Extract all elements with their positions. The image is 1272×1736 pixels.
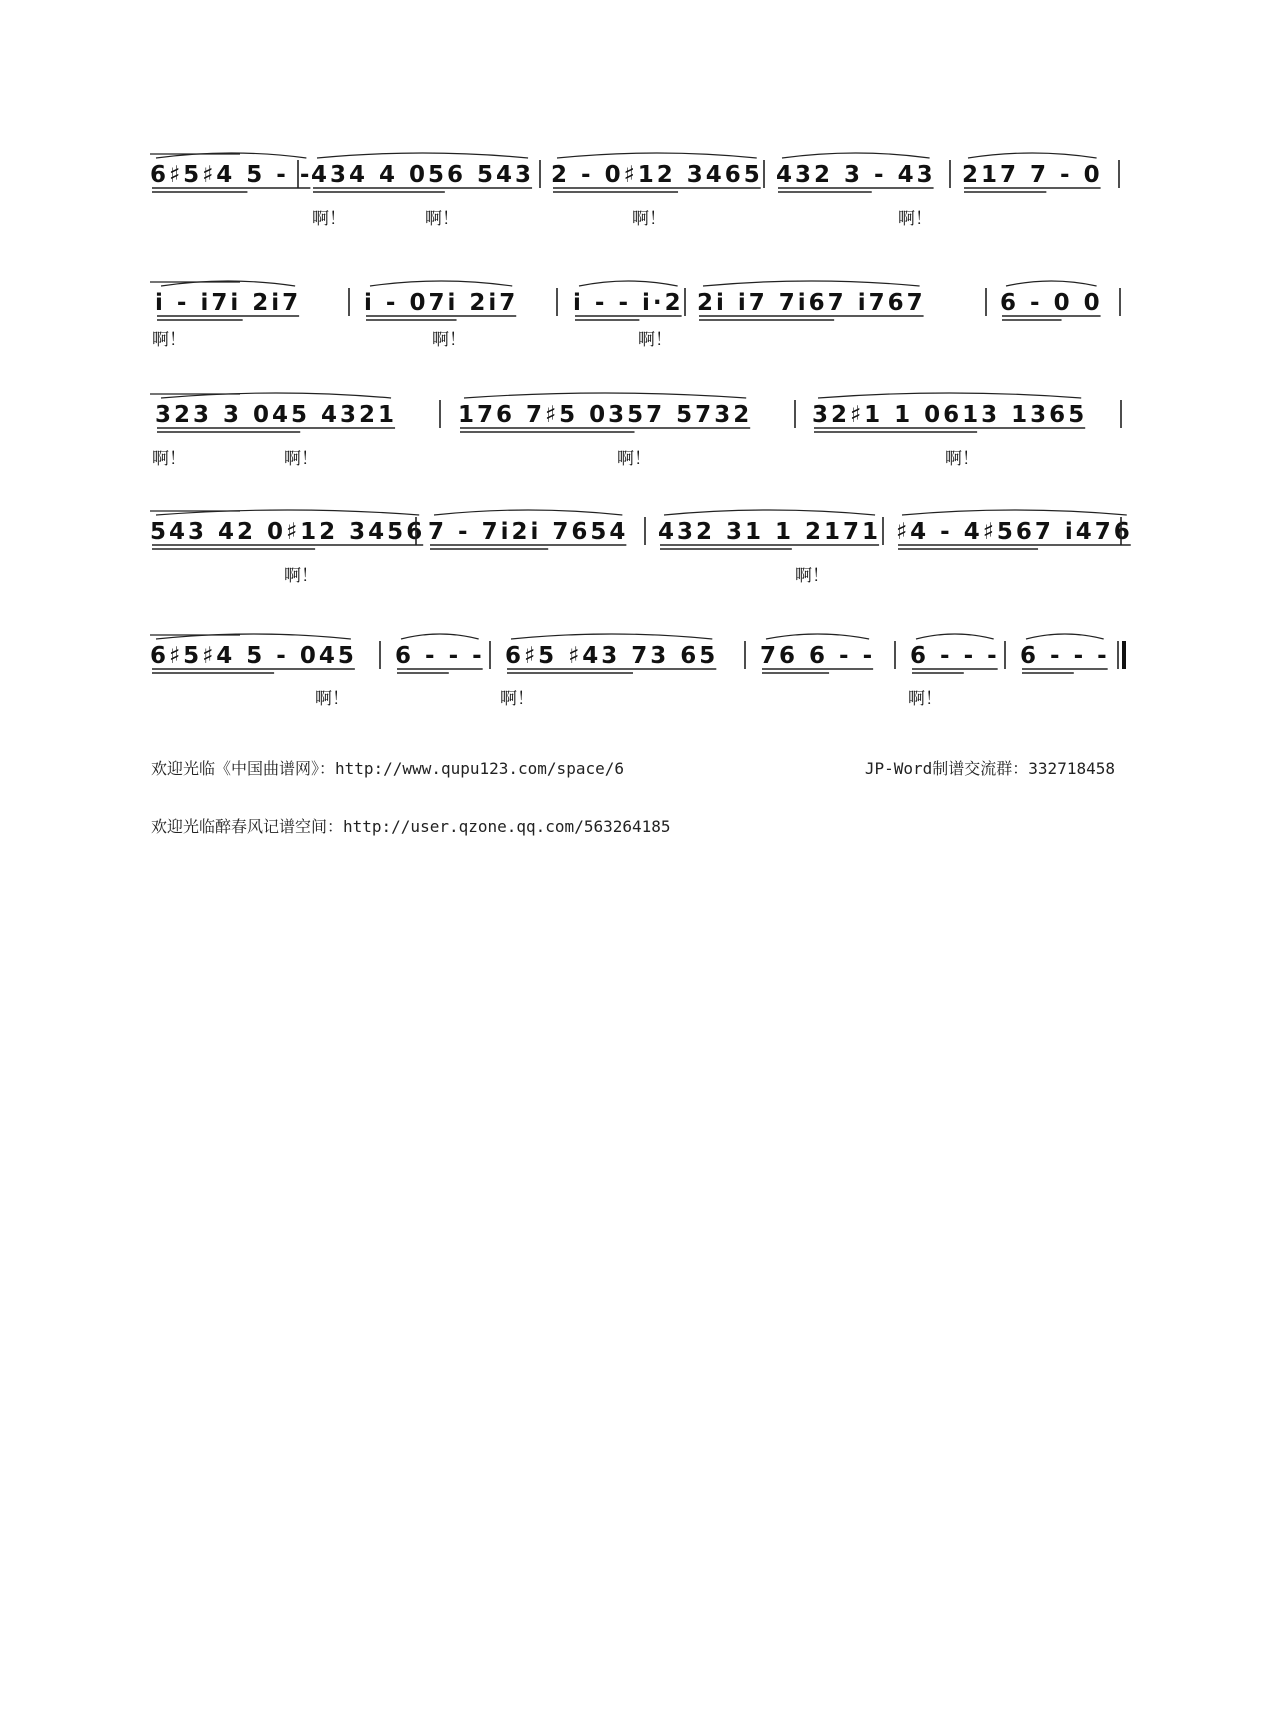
score-measure-group: 6♯5 ♯43 73 65 — [505, 643, 719, 669]
lyric-text: 啊！ — [152, 449, 186, 469]
slur-arc — [916, 634, 994, 639]
lyric-text: 啊！ — [315, 689, 349, 709]
lyric-text: 啊！ — [284, 566, 318, 586]
slur-arc — [317, 153, 528, 158]
lyric-text: 啊！ — [632, 209, 666, 229]
slur-arc — [703, 281, 920, 286]
lyric-text: 啊！ — [432, 330, 466, 350]
slur-arc — [782, 153, 930, 158]
slur-arc — [579, 281, 678, 286]
score-measure-group: 6♯5♯4 5 - 045 — [150, 643, 357, 669]
lyric-text: 啊！ — [425, 209, 459, 229]
slur-arc — [902, 510, 1127, 515]
footer-group-number: JP-Word制谱交流群：332718458 — [864, 759, 1115, 778]
lyric-text: 啊！ — [152, 330, 186, 350]
lyric-text: 啊！ — [945, 449, 979, 469]
score-measure-group: 2 - 0♯12 3465 — [551, 162, 763, 188]
score-measure-group: 6♯5♯4 5 - - — [150, 162, 313, 188]
score-measure-group: i - i7i 2i7 — [155, 290, 302, 316]
score-measure-group: 6 - - - — [395, 643, 485, 669]
score-measure-group: i - - i·2 — [573, 290, 684, 316]
score-measure-group: 432 31 1 2171 — [658, 519, 882, 545]
lyric-text: 啊！ — [617, 449, 651, 469]
score-measure-group: 6 - - - — [1020, 643, 1110, 669]
slur-arc — [1026, 634, 1104, 639]
score-measure-group: 543 42 0♯12 3456 — [150, 519, 426, 545]
lyric-text: 啊！ — [898, 209, 932, 229]
slur-arc — [511, 634, 712, 639]
slur-arc — [664, 510, 875, 515]
slur-arc — [1006, 281, 1097, 286]
lyric-text: 啊！ — [795, 566, 829, 586]
slur-arc — [557, 153, 757, 158]
slur-arc — [370, 281, 512, 286]
lyric-text: 啊！ — [500, 689, 534, 709]
score-measure-group: i - 07i 2i7 — [364, 290, 519, 316]
score-measure-group: 176 7♯5 0357 5732 — [458, 402, 753, 428]
slur-arc — [434, 510, 622, 515]
final-bar-line — [1122, 641, 1126, 669]
score-measure-group: 323 3 045 4321 — [155, 402, 398, 428]
score-measure-group: ♯4 - 4♯567 i476 — [896, 519, 1133, 545]
score-measure-group: 432 3 - 43 — [776, 162, 936, 188]
score-measure-group: 6 - 0 0 — [1000, 290, 1103, 316]
lyric-text: 啊！ — [312, 209, 346, 229]
slur-arc — [818, 393, 1081, 398]
score-measure-group: 7 - 7i2i 7654 — [428, 519, 629, 545]
slur-arc — [968, 153, 1097, 158]
score-measure-group: 76 6 - - — [760, 643, 876, 669]
score-measure-group: 32♯1 1 0613 1365 — [812, 402, 1088, 428]
slur-arc — [401, 634, 479, 639]
score-measure-group: 434 4 056 543 — [311, 162, 535, 188]
lyric-text: 啊！ — [638, 330, 672, 350]
lyric-text: 啊！ — [908, 689, 942, 709]
score-measure-group: 6 - - - — [910, 643, 1000, 669]
footer-site-link: 欢迎光临《中国曲谱网》：http://www.qupu123.com/space/6 — [151, 759, 624, 778]
lyric-text: 啊！ — [284, 449, 318, 469]
slur-arc — [464, 393, 746, 398]
score-measure-group: 2i i7 7i67 i767 — [697, 290, 926, 316]
slur-arc — [766, 634, 869, 639]
footer-qzone-link: 欢迎光临醉春风记谱空间：http://user.qzone.qq.com/563264185 — [151, 817, 671, 836]
score-measure-group: 217 7 - 0 — [962, 162, 1103, 188]
